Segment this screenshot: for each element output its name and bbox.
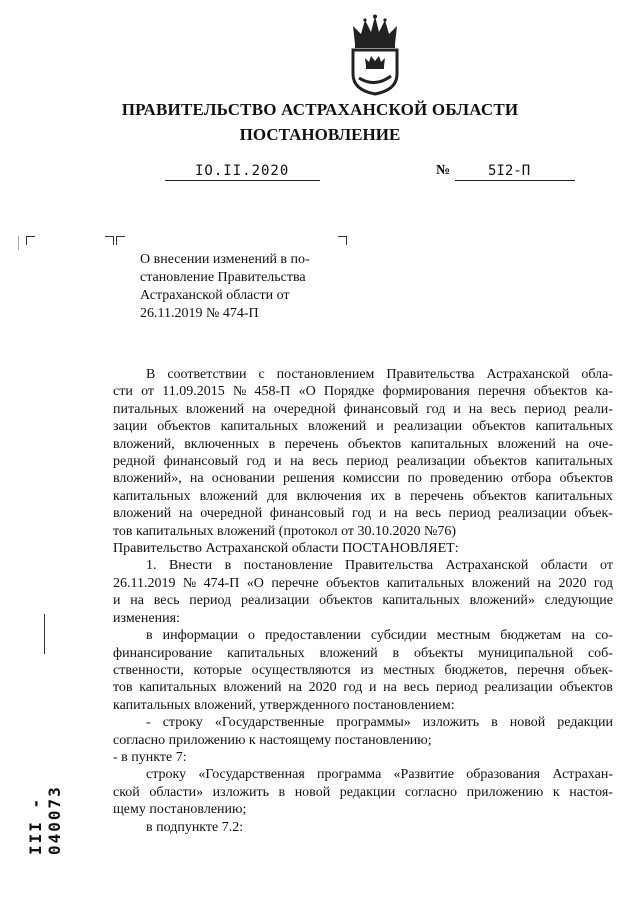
body-line: 1. Внести в постановление Правительства Астраханской области от <box>146 558 613 574</box>
body-line: щему постановлению; <box>113 802 247 818</box>
subject-line: 26.11.2019 № 474-П <box>140 306 259 321</box>
body-line: Правительство Астраханской области ПОСТАНОВЛЯЕТ: <box>113 541 459 557</box>
body-line: питальных вложений на очередной финансовый год и на весь период реали- <box>113 401 613 417</box>
subject-line: О внесении изменений в по- <box>140 252 310 267</box>
number-underline <box>455 180 575 181</box>
body-line: в подпункте 7.2: <box>146 819 244 835</box>
body-line: и на весь период реализации объектов капитальных вложений» следующие <box>113 593 613 609</box>
body-line: капитальных вложений для включения их в перечень объектов капитальных <box>113 488 613 504</box>
body-line: согласно приложению к настоящему постановлению; <box>113 732 432 748</box>
body-line: В соответствии с постановлением Правительства Астраханской обла- <box>146 367 613 382</box>
coat-of-arms-icon <box>341 14 409 96</box>
corner-bracket-left <box>26 236 35 245</box>
subject-line: Астраханской области от <box>140 288 290 303</box>
body-line: тов капитальных вложений на 2020 год и на весь период реализации объектов <box>113 680 613 696</box>
body-line: тов капитальных вложений (протокол от 30.10.2020 №76) <box>113 523 457 539</box>
body-line: финансирование капитальных вложений в объекты муниципальной соб- <box>113 645 613 661</box>
corner-bracket-mid-left <box>116 236 125 245</box>
body-line: - строку «Государственные программы» изложить в новой редакции <box>146 715 613 731</box>
body-line: сти от 11.09.2015 № 458-П «О Порядке формирования перечня объектов ка- <box>113 384 613 400</box>
body-line: редной финансовый год и на весь период реализации объектов капитальных <box>113 454 613 470</box>
corner-bracket-mid-right <box>105 236 114 245</box>
body-line: строку «Государственная программа «Развитие образования Астрахан- <box>146 767 613 783</box>
document-date: IO.II.2020 <box>195 163 290 179</box>
body-line: ской области» изложить в новой редакции согласно приложению к настоя- <box>113 784 613 800</box>
body-line: зации объектов капитальных вложений и реализации объектов капитальных <box>113 419 613 435</box>
body-line: изменения: <box>113 610 180 626</box>
margin-mark <box>44 614 45 654</box>
body-line: вложений на очередной финансовый год и на весь период реализации объек- <box>113 506 613 522</box>
document-number: 5I2-П <box>488 163 531 179</box>
margin-mark <box>18 236 19 250</box>
body-line: ственности, которые осуществляются из местных бюджетов, перечня объек- <box>113 662 613 678</box>
body-line: вложений, включенных в перечень объектов капитальных вложений на оче- <box>113 436 613 452</box>
subject-block <box>140 251 340 323</box>
body-line: 26.11.2019 № 474-П «О перечне объектов капитальных вложений на 2020 год <box>113 575 613 591</box>
corner-bracket-right <box>338 236 347 245</box>
body-line: капитальных вложений, утвержденного постановлением: <box>113 697 455 713</box>
body-line: - в пункте 7: <box>113 749 187 765</box>
organization-name: ПРАВИТЕЛЬСТВО АСТРАХАНСКОЙ ОБЛАСТИ <box>121 100 519 119</box>
body-line: вложений», на основании решения комиссии по проведению отбора объектов <box>113 471 613 487</box>
number-sign: № <box>436 163 451 178</box>
body-line: в информации о предоставлении субсидии местным бюджетам на со- <box>146 628 613 644</box>
document-type: ПОСТАНОВЛЕНИЕ <box>239 125 401 144</box>
date-underline <box>165 180 320 181</box>
serial-number: III - 040073 <box>26 785 64 855</box>
subject-line: становление Правительства <box>140 270 306 285</box>
document-body <box>113 366 613 836</box>
